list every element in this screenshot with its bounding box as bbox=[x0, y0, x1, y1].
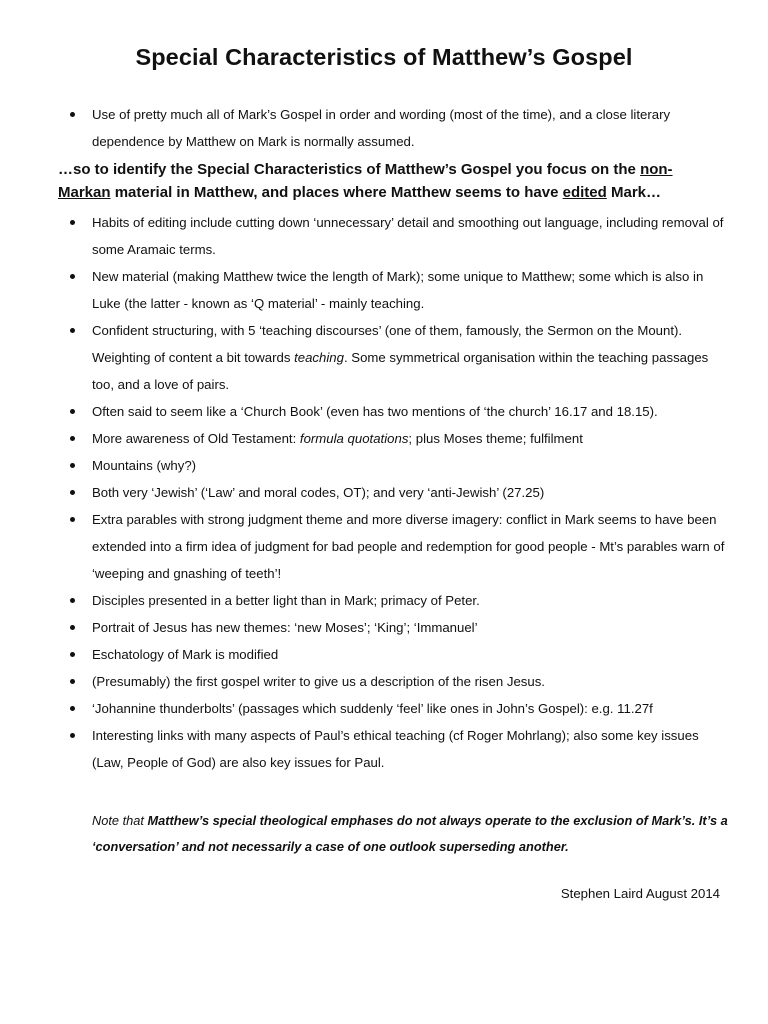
list-item: Extra parables with strong judgment theme and more diverse imagery: conflict in Mark seems to have been extended into a firm idea of judgment for bad people and redemption for good people - Mt’s parables warn of ‘weeping and gnashing of teeth’! bbox=[68, 506, 728, 587]
list-item: Eschatology of Mark is modified bbox=[68, 641, 728, 668]
page-title: Special Characteristics of Matthew’s Gospel bbox=[135, 44, 633, 70]
list-item: More awareness of Old Testament: formula quotations; plus Moses theme; fulfilment bbox=[68, 425, 728, 452]
list-item: Mountains (why?) bbox=[68, 452, 728, 479]
list-item: (Presumably) the first gospel writer to give us a description of the risen Jesus. bbox=[68, 668, 728, 695]
intro-text: …so to identify the Special Characteristics of Matthew’s Gospel you focus on the bbox=[58, 161, 641, 178]
note-body: Matthew’s special theological emphases do not always operate to the exclusion of Mark’s. It’s a ‘conversation’ and not necessarily a case of one outlook superseding another. bbox=[92, 813, 728, 854]
intro-statement bbox=[58, 158, 718, 204]
intro-text: Mark… bbox=[606, 184, 661, 201]
intro-underlined-text: non-Markan bbox=[58, 161, 673, 201]
list-item: New material (making Matthew twice the length of Mark); some unique to Matthew; some which is also in Luke (the latter - known as ‘Q material’ - mainly teaching. bbox=[68, 263, 728, 317]
author-signature: Stephen Laird August 2014 bbox=[560, 886, 720, 901]
list-item: Confident structuring, with 5 ‘teaching discourses’ (one of them, famously, the Sermon on the Mount). Weighting of content a bit towards teaching. Some symmetrical organisation within the teaching passages too, and a love of pairs. bbox=[68, 317, 728, 398]
list-item: ‘Johannine thunderbolts’ (passages which suddenly ‘feel’ like ones in John’s Gospel): e.g. 11.27f bbox=[68, 695, 728, 722]
list-item: Both very ‘Jewish’ (‘Law’ and moral codes, OT); and very ‘anti-Jewish’ (27.25) bbox=[68, 479, 728, 506]
intro-bullet-list bbox=[68, 101, 728, 155]
emphasis-text: teaching bbox=[294, 350, 344, 365]
intro-text: material in Matthew, and places where Matthew seems to have bbox=[110, 184, 563, 201]
characteristics-list bbox=[68, 209, 728, 776]
list-item: Often said to seem like a ‘Church Book’ (even has two mentions of ‘the church’ 16.17 and 18.15). bbox=[68, 398, 728, 425]
list-item: Habits of editing include cutting down ‘unnecessary’ detail and smoothing out language, including removal of some Aramaic terms. bbox=[68, 209, 728, 263]
emphasis-text: formula quotations bbox=[299, 431, 409, 446]
note-lead: Note that bbox=[92, 813, 148, 828]
list-item: Disciples presented in a better light than in Mark; primacy of Peter. bbox=[68, 587, 728, 614]
closing-note bbox=[92, 808, 732, 860]
list-item: Interesting links with many aspects of Paul’s ethical teaching (cf Roger Mohrlang); also some key issues (Law, People of God) are also key issues for Paul. bbox=[68, 722, 728, 776]
list-item: Use of pretty much all of Mark’s Gospel in order and wording (most of the time), and a close literary dependence by Matthew on Mark is normally assumed. bbox=[68, 101, 728, 155]
intro-underlined-text: edited bbox=[562, 184, 607, 201]
list-item: Portrait of Jesus has new themes: ‘new Moses’; ‘King’; ‘Immanuel’ bbox=[68, 614, 728, 641]
